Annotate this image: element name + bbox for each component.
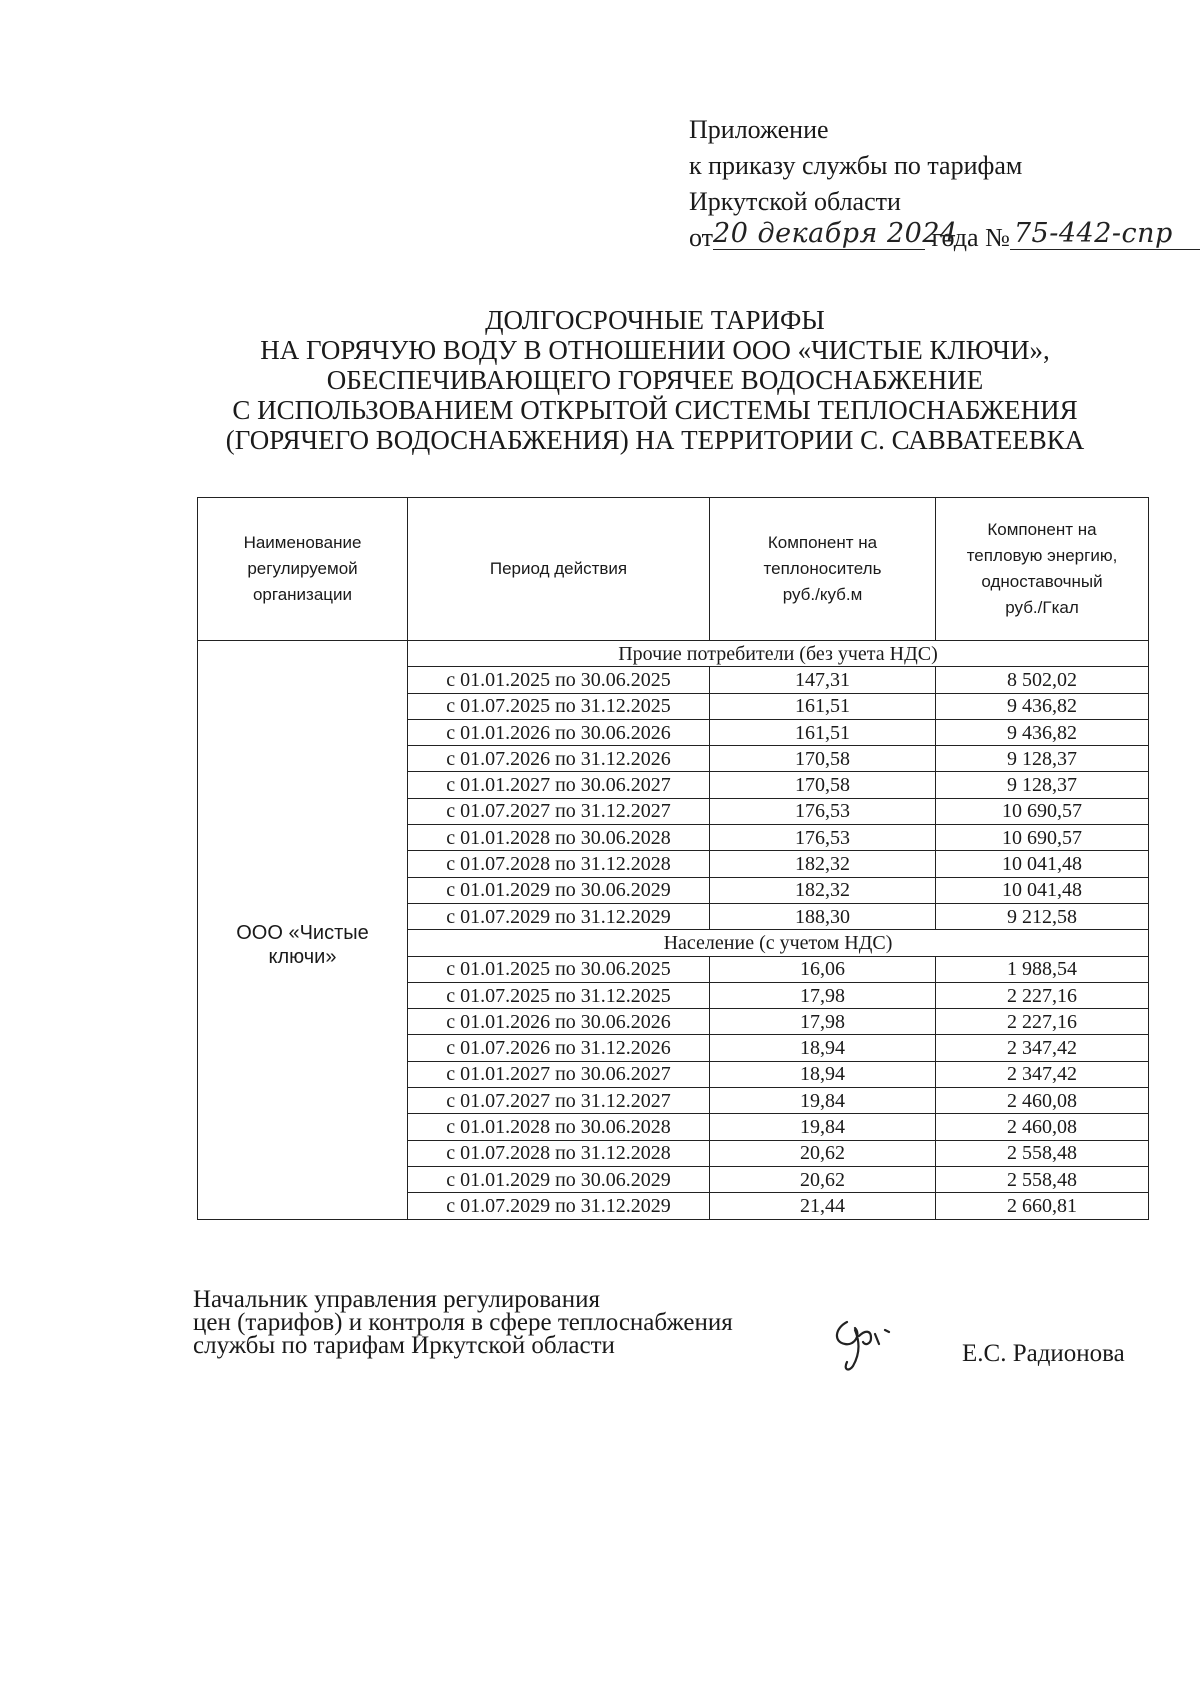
signer-name: Е.С. Радионова [962,1340,1125,1367]
appendix-date-line [689,220,1200,256]
period-cell: с 01.07.2027 по 31.12.2027 [408,798,710,824]
title-line: НА ГОРЯЧУЮ ВОДУ В ОТНОШЕНИИ ООО «ЧИСТЫЕ КЛЮЧИ», [260,335,1050,365]
period-cell: с 01.07.2025 по 31.12.2025 [408,693,710,719]
energy-value-cell: 2 347,42 [936,1035,1149,1061]
carrier-value-cell: 17,98 [710,1009,936,1035]
period-cell: с 01.01.2029 по 30.06.2029 [408,1166,710,1192]
period-cell: с 01.01.2025 по 30.06.2025 [408,956,710,982]
carrier-value-cell: 147,31 [710,667,936,693]
section-header-row [198,641,1149,667]
header-energy-component: Компонент на тепловую энергию, одноставочный руб./Гкал [936,498,1149,641]
appendix-line: Иркутской области [689,187,901,216]
document-title [180,305,1130,455]
org-name-line: ООО «Чистые [236,921,369,944]
energy-value-cell: 2 460,08 [936,1088,1149,1114]
carrier-value-cell: 176,53 [710,825,936,851]
energy-value-cell: 2 558,48 [936,1140,1149,1166]
appendix-line: Приложение [689,115,829,144]
carrier-value-cell: 170,58 [710,746,936,772]
carrier-value-cell: 19,84 [710,1114,936,1140]
energy-value-cell: 2 347,42 [936,1061,1149,1087]
energy-value-cell: 10 690,57 [936,798,1149,824]
energy-value-cell: 2 227,16 [936,982,1149,1008]
footer-line: Начальник управления регулирования [193,1286,601,1313]
footer-signature-block [193,1288,733,1357]
carrier-value-cell: 21,44 [710,1193,936,1219]
period-cell: с 01.01.2026 по 30.06.2026 [408,719,710,745]
appendix-block [689,112,1200,256]
period-cell: с 01.07.2026 по 31.12.2026 [408,1035,710,1061]
from-label: от [689,223,714,252]
energy-value-cell: 9 128,37 [936,746,1149,772]
section-title: Население (с учетом НДС) [408,930,1149,956]
tariffs-table-body [198,498,1149,1220]
energy-value-cell: 9 436,82 [936,693,1149,719]
handwritten-date: 20 декабря 2024 [713,218,958,249]
period-cell: с 01.07.2027 по 31.12.2027 [408,1088,710,1114]
handwritten-signature [825,1300,915,1380]
carrier-value-cell: 182,32 [710,851,936,877]
energy-value-cell: 10 041,48 [936,851,1149,877]
period-cell: с 01.01.2025 по 30.06.2025 [408,667,710,693]
carrier-value-cell: 182,32 [710,877,936,903]
period-cell: с 01.01.2026 по 30.06.2026 [408,1009,710,1035]
section-title: Прочие потребители (без учета НДС) [408,641,1149,667]
header-row [198,498,1149,641]
header-org: Наименование регулируемой организации [198,498,408,641]
org-name-cell [198,641,408,1220]
energy-value-cell: 10 690,57 [936,825,1149,851]
carrier-value-cell: 18,94 [710,1061,936,1087]
carrier-value-cell: 18,94 [710,1035,936,1061]
energy-value-cell: 8 502,02 [936,667,1149,693]
energy-value-cell: 2 558,48 [936,1166,1149,1192]
carrier-value-cell: 176,53 [710,798,936,824]
carrier-value-cell: 17,98 [710,982,936,1008]
org-name-line: ключи» [268,945,337,968]
energy-value-cell: 9 128,37 [936,772,1149,798]
period-cell: с 01.07.2028 по 31.12.2028 [408,1140,710,1166]
period-cell: с 01.07.2028 по 31.12.2028 [408,851,710,877]
appendix-line: к приказу службы по тарифам [689,151,1023,180]
header-carrier-component: Компонент на теплоноситель руб./куб.м [710,498,936,641]
period-cell: с 01.01.2027 по 30.06.2027 [408,772,710,798]
title-line: ДОЛГОСРОЧНЫЕ ТАРИФЫ [485,305,825,335]
period-cell: с 01.01.2029 по 30.06.2029 [408,877,710,903]
carrier-value-cell: 161,51 [710,693,936,719]
energy-value-cell: 1 988,54 [936,956,1149,982]
carrier-value-cell: 188,30 [710,903,936,929]
year-label: года № [931,223,1010,252]
header-period: Период действия [408,498,710,641]
footer-line: цен (тарифов) и контроля в сфере теплоснабжения [193,1309,733,1336]
carrier-value-cell: 20,62 [710,1166,936,1192]
energy-value-cell: 10 041,48 [936,877,1149,903]
period-cell: с 01.01.2028 по 30.06.2028 [408,825,710,851]
period-cell: с 01.07.2025 по 31.12.2025 [408,982,710,1008]
footer-line: службы по тарифам Иркутской области [193,1332,615,1359]
energy-value-cell: 2 660,81 [936,1193,1149,1219]
carrier-value-cell: 161,51 [710,719,936,745]
energy-value-cell: 9 436,82 [936,719,1149,745]
energy-value-cell: 2 227,16 [936,1009,1149,1035]
period-cell: с 01.07.2026 по 31.12.2026 [408,746,710,772]
handwritten-order-number: 75-442-спр [1010,219,1200,250]
tariffs-table [197,497,1149,1220]
carrier-value-cell: 16,06 [710,956,936,982]
energy-value-cell: 9 212,58 [936,903,1149,929]
title-line: С ИСПОЛЬЗОВАНИЕМ ОТКРЫТОЙ СИСТЕМЫ ТЕПЛОСНАБЖЕНИЯ [232,395,1078,425]
title-line: (ГОРЯЧЕГО ВОДОСНАБЖЕНИЯ) НА ТЕРРИТОРИИ С. САВВАТЕЕВКА [225,425,1085,455]
carrier-value-cell: 170,58 [710,772,936,798]
carrier-value-cell: 19,84 [710,1088,936,1114]
period-cell: с 01.07.2029 по 31.12.2029 [408,903,710,929]
carrier-value-cell: 20,62 [710,1140,936,1166]
period-cell: с 01.07.2029 по 31.12.2029 [408,1193,710,1219]
title-line: ОБЕСПЕЧИВАЮЩЕГО ГОРЯЧЕЕ ВОДОСНАБЖЕНИЕ [326,365,984,395]
period-cell: с 01.01.2027 по 30.06.2027 [408,1061,710,1087]
period-cell: с 01.01.2028 по 30.06.2028 [408,1114,710,1140]
energy-value-cell: 2 460,08 [936,1114,1149,1140]
